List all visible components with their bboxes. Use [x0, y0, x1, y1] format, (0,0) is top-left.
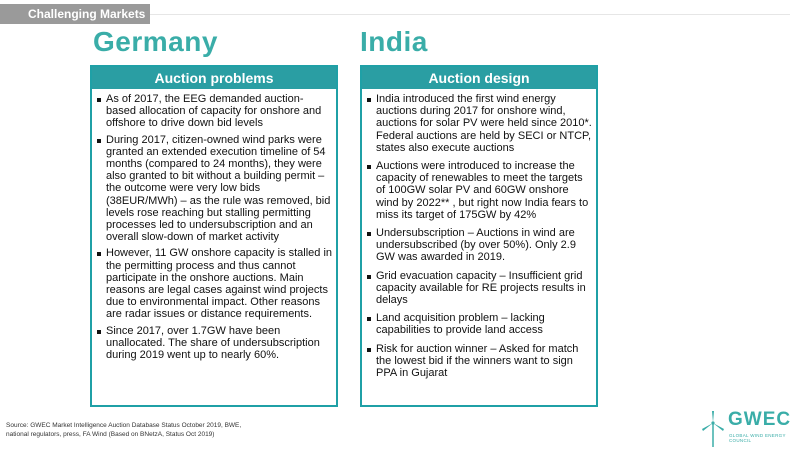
bullet-text: Undersubscription – Auctions in wind are undersubscribed (by over 50%). Only 2.9 GW was awarded in 2019.	[376, 227, 576, 264]
bullet-square-icon	[367, 317, 371, 321]
gwec-logo	[700, 405, 792, 449]
bullet-text: Land acquisition problem – lacking capabilities to provide land access	[376, 312, 545, 337]
bullet-text: As of 2017, the EEG demanded auction-based allocation of capacity for onshore and offshore to drive down bid levels	[106, 93, 322, 130]
india-title: India	[360, 26, 428, 57]
india-panel-header: Auction design	[362, 67, 596, 89]
bullet-square-icon	[367, 275, 371, 279]
source-line: national regulators, press, FA Wind (Based on BNetzA, Status Oct 2019)	[6, 431, 215, 438]
india-bullet	[366, 270, 592, 307]
bullet-square-icon	[97, 98, 101, 102]
section-tab: Challenging Markets	[0, 4, 150, 24]
bullet-text: Risk for auction winner – Asked for match the lowest bid if the winners want to sign PPA in Gujarat	[376, 342, 579, 380]
source-note	[6, 421, 346, 439]
bullet-text: Auctions were introduced to increase the capacity of renewables to meet the targets of 100GW solar PV and 60GW onshore wind by 2022** , but right now India fears to miss its target of 175GW by 42%	[376, 160, 589, 221]
bullet-square-icon	[367, 232, 371, 236]
bullet-square-icon	[97, 139, 101, 143]
india-bullet	[366, 227, 592, 264]
bullet-text: During 2017, citizen-owned wind parks were granted an extended execution timeline of 54 months (compared to 24 months), they were also granted to bit without a building permit – the outcome were very low bids (38EUR/MWh) – as the rule was removed, bid levels rose reaching but stalling permitting processes led to undersubscription and an overall slow-down of market activity	[106, 133, 331, 244]
germany-bullet	[96, 247, 332, 320]
germany-bullet	[96, 134, 332, 244]
bullet-square-icon	[97, 330, 101, 334]
bullet-text: Since 2017, over 1.7GW have been unallocated. The share of undersubscription during 2019 went up to nearly 60%.	[106, 324, 320, 362]
bullet-square-icon	[97, 252, 101, 256]
source-line: Source: GWEC Market Intelligence Auction Database Status October 2019, BWE,	[6, 422, 242, 429]
india-bullet-list	[362, 89, 596, 379]
germany-panel	[90, 65, 338, 407]
india-bullet	[366, 343, 592, 380]
bullet-text: Grid evacuation capacity – Insufficient grid capacity available for RE projects results in delays	[376, 269, 586, 307]
india-panel	[360, 65, 598, 407]
logo-tagline: GLOBAL WIND ENERGY COUNCIL	[729, 433, 786, 443]
logo-wordmark: GWEC	[728, 409, 792, 430]
germany-title: Germany	[93, 26, 218, 57]
germany-bullet	[96, 93, 332, 130]
bullet-square-icon	[367, 348, 371, 352]
bullet-text: India introduced the first wind energy auctions during 2017 for onshore wind, auctions for solar PV were held since 2010*. Federal auctions are held by SECI or NTCP, states also execute auctions	[376, 93, 592, 154]
india-bullet	[366, 312, 592, 336]
germany-panel-header: Auction problems	[92, 67, 336, 89]
bullet-text: However, 11 GW onshore capacity is stalled in the permitting process and thus cannot participate in the onshore auctions. Main reasons are legal cases against wind projects due to environmental impact. Other reasons are radar issues or distance requirements.	[106, 247, 333, 321]
germany-bullet-list	[92, 89, 336, 361]
india-bullet	[366, 160, 592, 221]
india-bullet	[366, 93, 592, 154]
wind-turbine-icon	[700, 409, 726, 449]
germany-bullet	[96, 325, 332, 362]
bullet-square-icon	[367, 165, 371, 169]
bullet-square-icon	[367, 98, 371, 102]
top-rule	[150, 14, 790, 15]
